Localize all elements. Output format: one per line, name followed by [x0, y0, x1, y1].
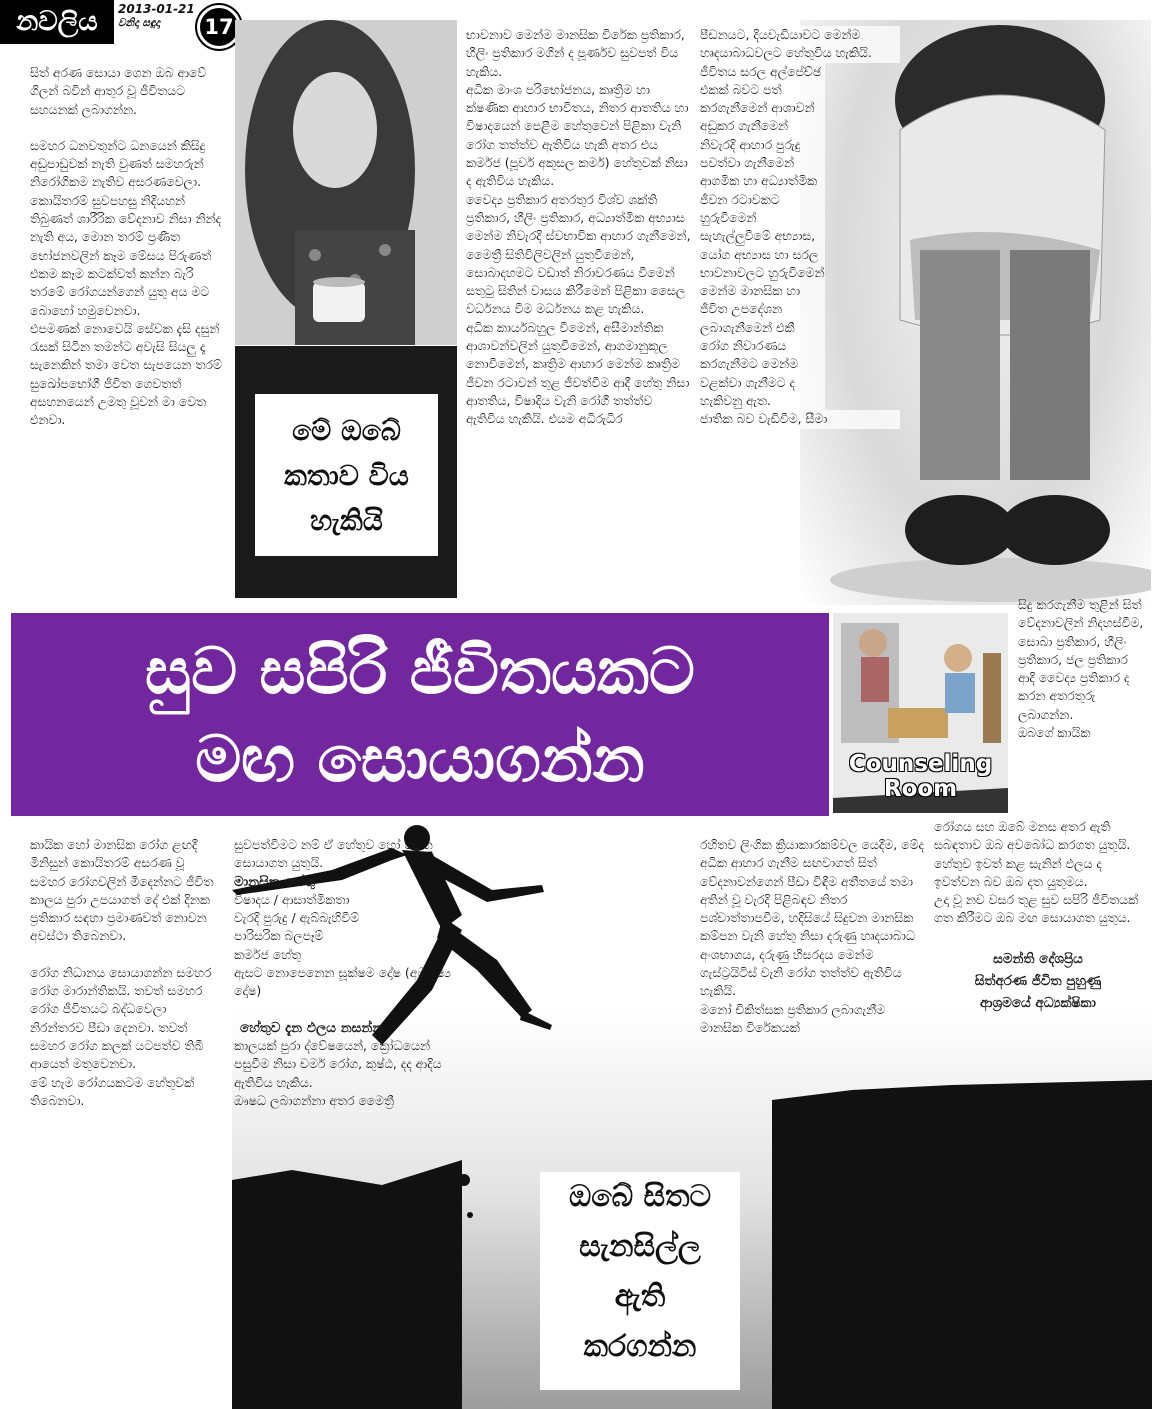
column-1-top — [30, 64, 228, 430]
paragraph: සිදු කරගැනීම තුළින් සිත් වේදනාවලින් නිදහස්වීම, සොබා ප්‍රතිකාර, හීලිං ප්‍රතිකාර, ජල ප්‍රතිකාර ආදි වෛද්‍ය ප්‍රතිකාර ද කරන අතරතුරු ලබාගන්න. — [1018, 597, 1144, 722]
paragraph: අධික කාර්යබහුල වීමෙන්, අසීමාන්තික ආශාවන්වලින් යුතුවීමෙන්, ආගමානුකූල නොවීමෙන්, කෘත්‍රිම ආහාර මෙන්ම කෘත්‍රිම ජීවන රටාවන් තුළ ජීවත්වීම ආදී හේතු නිසා ආතතිය, විෂාදිය වැනි රෝගී තත්ත්ව ඇතිවිය හැකියි. එයම අධිරුධිර — [466, 319, 690, 427]
list-item: වැරදි පුරුදු / ඇබ්බැහිවීම් — [234, 910, 360, 926]
column-3-bottom — [700, 836, 925, 1037]
room-label: Room — [883, 776, 958, 802]
paragraph: කාලයක් පුරා ද්වේෂයෙන්, ක්‍රෝධයෙන් පසුවීම නිසා චර්ම රෝග, කුෂ්ඨ, දද ආදිය ඇතිවිය හැකිය. — [234, 1037, 442, 1090]
paragraph: උදා වූ නව වසර තුළ සුව සපිරි ජීවිතයක් ගත කිරීමට ඔබ මඟ සොයාගත යුතුය. — [934, 892, 1139, 926]
column-2-bottom — [234, 836, 459, 1110]
headline-line-1: සුව සපිරි ජීවිතයකට — [145, 635, 695, 709]
counseling-room-logo — [833, 613, 1008, 813]
quote-line: ඇති — [614, 1279, 666, 1314]
column-3-top — [700, 26, 900, 429]
paragraph: අධික මාංශ පරිභෝජනය, කෘත්‍රිම හා ක්ෂණික ආහාර භාවිතය, නිතර ආතතිය හා විෂාදයෙන් පෙළීම හේතුවෙන් පිළිකා වැනි රෝග තත්ත්ව ඇතිවිය හැකි අතර එය කර්මජ (පූර්ව අකුසල කර්ම) හේතුවක් නිසා ද ඇතිවිය හැකිය. — [466, 81, 689, 189]
column-1-bottom — [30, 836, 220, 1110]
paragraph: එපමණක් නොවෙයි සේවක දැසි දසුන් රැසක් සිටින තමන්ට අවැසි සියලු දෑ සැනෙකින් තමා වෙත සැපයෙන තරම් සුඛෝපභෝගී ජීවිත ගෙවතත් අසහනයෙන් උමතු වූවන් මා වෙත එනවා. — [30, 320, 222, 428]
masthead-brand: නවලිය — [0, 0, 114, 44]
author-title-2: ආශ්‍රමයේ අධ්‍යක්ෂිකා — [980, 994, 1096, 1011]
headline-line-2: මඟ සොයාගන්න — [195, 723, 645, 797]
counseling-label: Counseling — [848, 751, 993, 777]
list-item: විෂාදය / ආසාත්මිකතා — [234, 891, 350, 907]
paragraph: රෝගය සහ ඔබේ මනස අතර ඇති සබඳතාව ඔබ අවබෝධ කරගත යුතුයි. හේතුව ඉවත් කළ සැනින් ඵලය ද ඉවත්වන බව ඔබ දත යුතුමය. — [934, 819, 1131, 889]
paragraph: රෝග නිධානය සොයාගන්න සමහර රෝග මාරාන්තිකයි. තවත් සමහර රෝග ජීවිතයට බද්ධවෙලා නිරන්තරව පීඩා දෙනවා. තවත් සමහර රෝග කලක් යටපත්ව තිබී ආයෙත් මතුවෙනවා. — [30, 964, 212, 1072]
quote-line: හැකියි — [310, 503, 383, 537]
paragraph: ජීවිතය සරල අල්පේච්ඡ එකක් බවට පත් කරගැනීමෙන් ආශාවන් අඩුකර ගැනීමෙන් නිවැරදි ආහාර පුරුදු පවත්වා ගැනීමෙන් ආගමික හා අධ්‍යාත්මික ජීවන රටාවකට හුරුවීමෙන් සැහැල්ලුවීමේ අභ්‍යාස, යෝග අභ්‍යාස හා සරල භාවනාවලට හුරුවීමෙන් මෙන්ම මානසික හා ජීවිත උපදේශන ලබාගැනීමෙන් එකී රෝග නිවාරණය කරගැනීමට මෙන්ම වළක්වා ගැනීමට ද හැකිවනු ඇත. — [700, 63, 825, 411]
paragraph: වෛද්‍ය ප්‍රතිකාර අතරතුර විශ්ව ශක්ති ප්‍රතිකාර, හීලිං ප්‍රතිකාර, අධ්‍යාත්මික අභ්‍යාස මෙන්ම නිවැරදි ස්වභාවික ආහාර ගැනීමෙන්, මෛත්‍රී සිතිවිලිවලින් යුතුවීමෙන්, සොබාදහමට වඩාත් නිරාවරණය වීමෙන් සතුටු සිතින් වාසය කිරීමෙන් පිළිකා සෛල වර්ධනය වීම මර්ධනය කළ හැකිය. — [466, 191, 691, 317]
pull-quote-top — [235, 346, 457, 598]
woman-photo — [235, 20, 457, 345]
quote-line: මේ ඔබේ — [292, 413, 401, 447]
paragraph: සුවපත්වීමට නම් ඒ හේතුව හෝ හේතු සොයාගත යුතුයි. — [234, 837, 433, 871]
paragraph: කායික හෝ මානසික රෝග ළඟදී මිනිසුන් කොයිතරම් අසරණ වූ සමහර රෝගවලින් මිදෙන්නට ජීවිත කාලය පුරා උපයාගත් දේ එක් දිනක ප්‍රතිකාර සඳහා ප්‍රමාණවත් නොවන අවස්ථා තිබෙනවා. — [30, 837, 214, 944]
paragraph: සිත් අරණ සොයා ගෙන ඔබ ආවේ ගිලන් බවින් ආතුර වූ ජීවිතයට සහයනක් ලබාගන්න. — [30, 65, 207, 117]
issue-date: 2013-01-21 — [118, 2, 195, 16]
paragraph: රහිතව ලිංගික ක්‍රියාකාරකම්වල යෙදීම, මේද අධික ආහාර ගැනීම සඟවාගත් සිත් වේදනාවන්ගෙන් පීඩා විඳීම අතීතයේ තමා අතින් වූ වැරදි පිළිබඳව නිතර පශ්චාත්තාපවීම, හදිසියේ සිදුවන මානසික කම්පන වැනි හේතු නිසා දරුණු හෘදයාබාධ අංශභාගය, දරුණු හිසරදය මෙන්ම ගැස්ට්‍රයිටිස් වැනි රෝග තත්ත්ව ඇතිවිය හැකියි. — [700, 837, 925, 999]
author-name: සමන්ති දේශප්‍රිය — [993, 950, 1083, 967]
list-item: කර්මජ හේතු — [234, 946, 302, 962]
list-item: පාරිසරික බලපෑම් — [234, 928, 324, 944]
paragraph: ඖෂධ ලබාගන්නා අතර මෛත්‍රී — [234, 1092, 394, 1108]
quote-line: කරගන්න — [583, 1329, 697, 1364]
paragraph: මනෝ චිකිත්සක ප්‍රතිකාර ලබාගැනීම මානසික විරේකයක් — [700, 1001, 886, 1035]
page-number: 17 — [197, 5, 241, 49]
column-4-mid — [1018, 596, 1146, 742]
paragraph: සමහර ධනවතුන්ට ධනයෙන් කිසිදු අඩුපාඩුවක් නැති වුණත් සමහරුන් නිරෝගිකම නැතිව අසරණවෙලා. කොයිතරම් සුවපහසු නිදියහන් තිබුණත් ශාරීරික වේදනාව නිසා නින්ද නැති අය, මොන තරම් ප්‍රණීත භෝජනවලින් කෑම මේසය පිරුණත් එකම කෑම කටක්වත් කන්න බැරි තරමේ රෝගයන්ගෙන් යුතු අය මට බොහෝ හමුවෙනවා. — [30, 137, 222, 318]
list-item: ඇසට නොපෙනෙන සූක්ෂම දෝෂ (අමනුෂ්‍ය දෝෂ) — [234, 965, 451, 999]
pull-quote-bottom — [540, 1172, 740, 1390]
quote-line: ඔබේ සිතට — [568, 1179, 712, 1214]
issue-day: වනිදා සඳුදා — [118, 17, 160, 29]
column-4-bottom — [934, 818, 1142, 1014]
paragraph: ඔබගේ කායික — [1018, 725, 1091, 741]
paragraph: මේ හැම රෝගයකටම හේතුවක් තිබෙනවා. — [30, 1074, 195, 1108]
headline — [11, 613, 829, 816]
paragraph: පීඩනයට, දියවැඩියාවට මෙන්ම හෘදයාබාධවලට හේතුවිය හැකියි. — [700, 26, 900, 63]
paragraph: ජාතික බව වැඩිවීම, සීමා — [700, 410, 900, 428]
subheading: මානසික හේතු — [234, 873, 316, 890]
pull-quote-box — [255, 394, 438, 556]
subheading: හේතුව දැන ඵලය නසන්න — [240, 1019, 384, 1036]
quote-line: කතාව විය — [284, 458, 409, 492]
quote-line: සැනසිල්ල — [579, 1229, 701, 1264]
paragraph: භාවනාව මෙන්ම මානසික විරේක ප්‍රතිකාර, හීලිං ප්‍රතිකාර මගින් ද පූර්ණව සුවපත් විය හැකිය. — [466, 27, 685, 79]
author-title-1: සිත්අරණ ජීවිත පුහුණු — [974, 972, 1102, 989]
column-2-top — [466, 26, 691, 429]
